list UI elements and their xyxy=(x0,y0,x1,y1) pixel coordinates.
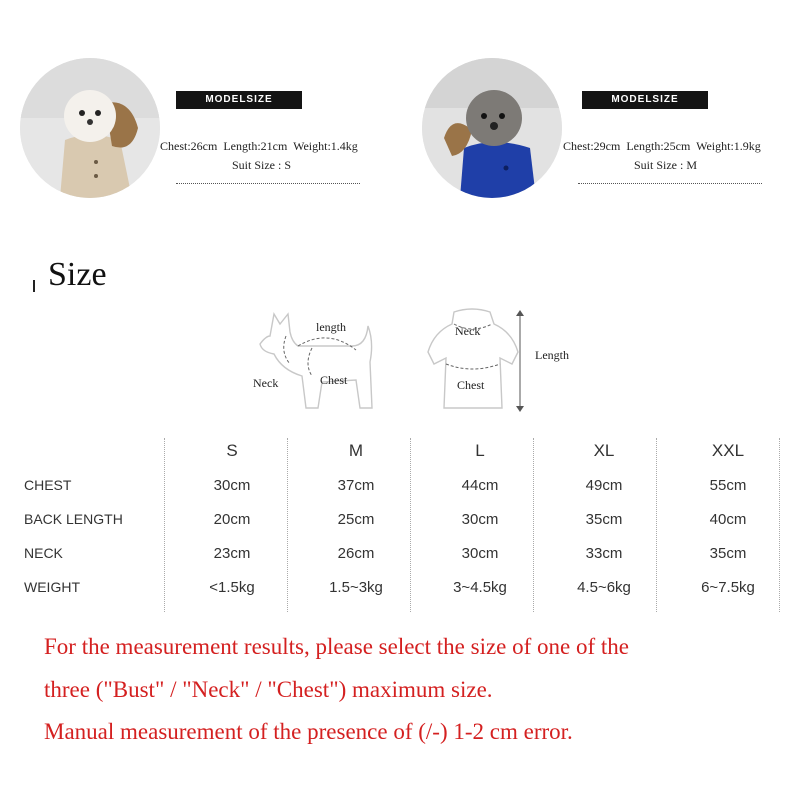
table-header-row xyxy=(18,434,790,468)
column-header-l: L xyxy=(475,441,485,460)
table-cell: 44cm xyxy=(461,476,499,494)
measurement-note-line-3: Manual measurement of the presence of (/-) 1-2 cm error. xyxy=(44,719,573,744)
table-row xyxy=(18,502,790,536)
table-cell: 3~4.5kg xyxy=(453,578,507,596)
column-header-m: M xyxy=(348,441,364,460)
table-row xyxy=(18,536,790,570)
model-1-measures: Chest:26cm Length:21cm Weight:1.4kg xyxy=(160,139,358,153)
coat-chest-label: Chest xyxy=(457,378,485,392)
size-heading-marker xyxy=(33,280,35,292)
table-cell: 35cm xyxy=(585,510,623,528)
measurement-note-line-1: For the measurement results, please select the size of one of the xyxy=(44,634,630,659)
model-photo-2 xyxy=(422,58,562,198)
table-cell: 35cm xyxy=(709,544,747,562)
model-2-suit-size: Suit Size : M xyxy=(634,158,698,172)
row-label-chest: CHEST xyxy=(24,477,72,493)
table-cell: 37cm xyxy=(337,476,375,494)
divider-2 xyxy=(578,183,762,184)
row-label-neck: NECK xyxy=(24,545,63,561)
model-2-measures: Chest:29cm Length:25cm Weight:1.9kg xyxy=(563,139,761,153)
table-cell: 4.5~6kg xyxy=(577,578,631,596)
column-header-xxl: XXL xyxy=(711,441,745,460)
diagram-chest-label: Chest xyxy=(320,373,348,387)
table-cell: 20cm xyxy=(213,510,251,528)
table-cell: 23cm xyxy=(213,544,251,562)
table-cell: 26cm xyxy=(337,544,375,562)
table-cell: 49cm xyxy=(585,476,623,494)
size-chart-table xyxy=(18,434,790,604)
table-cell: 30cm xyxy=(461,544,499,562)
row-label-back-length: BACK LENGTH xyxy=(24,511,123,527)
modelsize-badge-2: MODELSIZE xyxy=(582,91,708,109)
model-photo-1 xyxy=(20,58,160,198)
table-cell: 25cm xyxy=(337,510,375,528)
dog-in-beige-coat-image xyxy=(20,58,160,198)
column-header-xl: XL xyxy=(593,441,615,460)
header-empty-cell xyxy=(18,434,170,468)
modelsize-badge-1: MODELSIZE xyxy=(176,91,302,109)
coat-measure-diagram xyxy=(424,304,524,416)
table-cell: 6~7.5kg xyxy=(701,578,755,596)
table-cell: 1.5~3kg xyxy=(329,578,383,596)
diagram-neck-label: Neck xyxy=(253,376,279,390)
table-cell: 30cm xyxy=(461,510,499,528)
model-1-suit-size: Suit Size : S xyxy=(232,158,292,172)
column-header-s: S xyxy=(226,441,238,460)
size-heading: Size xyxy=(48,256,107,293)
table-row xyxy=(18,468,790,502)
measurement-note-line-2: three ("Bust" / "Neck" / "Chest") maximum size. xyxy=(44,677,493,702)
table-row xyxy=(18,570,790,604)
table-cell: 55cm xyxy=(709,476,747,494)
row-label-weight: WEIGHT xyxy=(24,579,80,595)
divider-1 xyxy=(176,183,360,184)
length-arrow-icon xyxy=(514,308,526,414)
coat-neck-label: Neck xyxy=(455,324,481,338)
table-cell: 30cm xyxy=(213,476,251,494)
dog-in-blue-coat-image xyxy=(422,58,562,198)
table-cell: 40cm xyxy=(709,510,747,528)
table-cell: 33cm xyxy=(585,544,623,562)
coat-length-label: Length xyxy=(535,348,569,362)
table-cell: <1.5kg xyxy=(209,578,255,596)
diagram-length-label: length xyxy=(316,320,346,334)
